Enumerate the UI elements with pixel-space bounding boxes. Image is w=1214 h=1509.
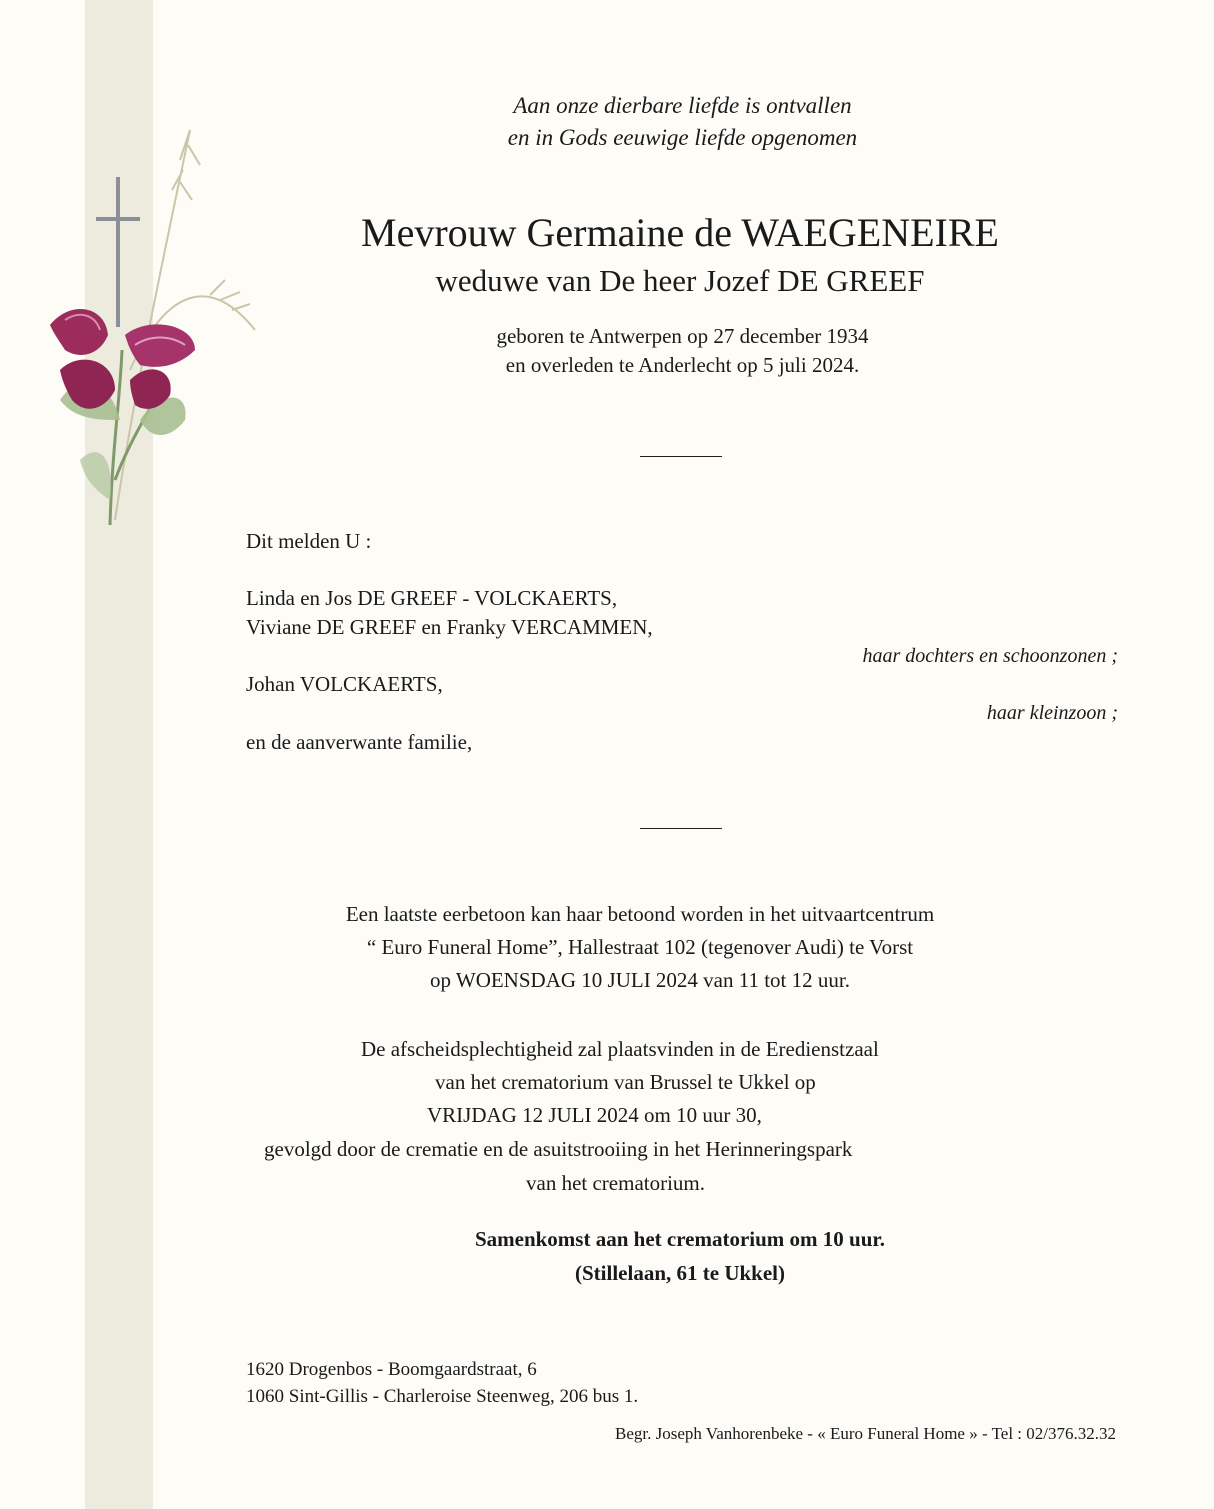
announcement-intro: Dit melden U : [246, 529, 372, 553]
ceremony-line-3: VRIJDAG 12 JULI 2024 om 10 uur 30, [427, 1103, 762, 1127]
viewing-block [240, 898, 1040, 997]
undertaker-footer: Begr. Joseph Vanhorenbeke - « Euro Funeral Home » - Tel : 02/376.32.32 [614, 1424, 1116, 1443]
meeting-line-1: Samenkomst aan het crematorium om 10 uur. [474, 1227, 886, 1251]
relatives-line: en de aanverwante familie, [246, 730, 473, 754]
divider-2 [640, 828, 722, 829]
meeting-line-2: (Stillelaan, 61 te Ukkel) [575, 1261, 785, 1285]
ceremony-line-2: van het crematorium van Brussel te Ukkel op [435, 1070, 816, 1094]
family-line-2: Viviane DE GREEF en Franky VERCAMMEN, [246, 615, 653, 639]
address-line-1: 1620 Drogenbos - Boomgaardstraat, 6 [246, 1359, 537, 1380]
meeting-block [280, 1222, 1080, 1290]
viewing-line-2: “ Euro Funeral Home”, Hallestraat 102 (tegenover Audi) te Vorst [366, 935, 914, 959]
cross-icon [116, 177, 120, 327]
opening-line-1: Aan onze dierbare liefde is ontvallen [513, 93, 852, 118]
daughters-block [246, 584, 653, 642]
cross-and-calla-lilies-illustration [40, 120, 260, 540]
address-line-2: 1060 Sint-Gillis - Charleroise Steenweg, 206 bus 1. [246, 1386, 639, 1407]
daughters-relation: haar dochters en schoonzonen ; [862, 645, 1118, 667]
addresses-block [246, 1356, 638, 1410]
deceased-name: Mevrouw Germaine de WAEGENEIRE [361, 210, 999, 255]
opening-phrase [300, 90, 1065, 154]
death-line: en overleden te Anderlecht op 5 juli 2024. [505, 353, 860, 377]
ceremony-line-5: van het crematorium. [526, 1171, 706, 1195]
life-dates [300, 322, 1065, 380]
grandson-line: Johan VOLCKAERTS, [246, 672, 443, 696]
opening-line-2: en in Gods eeuwige liefde opgenomen [507, 125, 858, 150]
divider-1 [640, 456, 722, 457]
birth-line: geboren te Antwerpen op 27 december 1934 [496, 324, 869, 348]
spouse-line: weduwe van De heer Jozef DE GREEF [435, 263, 925, 298]
ceremony-line-1: De afscheidsplechtigheid zal plaatsvinden in de Eredienstzaal [361, 1037, 879, 1061]
family-line-1: Linda en Jos DE GREEF - VOLCKAERTS, [246, 586, 618, 610]
viewing-line-1: Een laatste eerbetoon kan haar betoond worden in het uitvaartcentrum [345, 902, 935, 926]
grandson-relation: haar kleinzoon ; [986, 702, 1118, 724]
ceremony-line-4: gevolgd door de crematie en de asuitstrooiing in het Herinneringspark [264, 1137, 853, 1161]
viewing-line-3: op WOENSDAG 10 JULI 2024 van 11 tot 12 uur. [430, 968, 850, 992]
